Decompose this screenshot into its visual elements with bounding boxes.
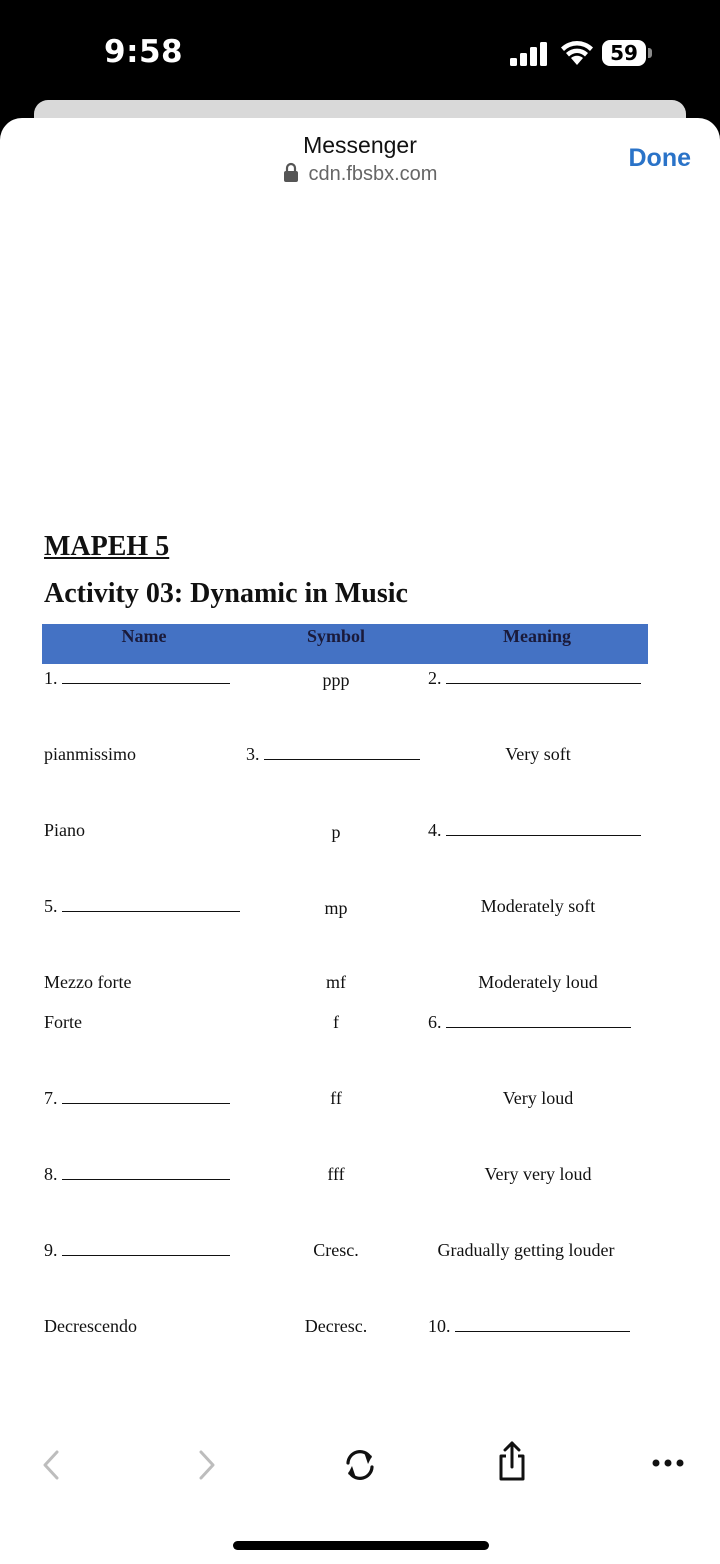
- table-row-7-symbol: ff: [330, 1088, 342, 1108]
- table-row-9-name: 9.: [44, 1240, 230, 1261]
- more-icon[interactable]: [652, 1458, 684, 1468]
- table-row-5-meaning: Moderately loud: [478, 972, 598, 992]
- answer-blank: [455, 1317, 630, 1332]
- document-subtitle: Activity 03: Dynamic in Music: [44, 578, 408, 609]
- table-row-2-meaning: Very soft: [505, 744, 571, 764]
- table-header: [42, 624, 648, 664]
- reload-icon[interactable]: [342, 1447, 378, 1483]
- header-symbol: Symbol: [306, 626, 366, 646]
- answer-blank: [62, 669, 230, 684]
- table-row-4-symbol: mp: [324, 898, 348, 918]
- table-row-9-symbol: Cresc.: [313, 1240, 359, 1260]
- status-bar: [0, 0, 720, 110]
- table-row-10-name: Decrescendo: [44, 1316, 137, 1336]
- share-icon[interactable]: [496, 1440, 528, 1482]
- battery-tip: [648, 48, 652, 58]
- table-row-1-meaning: 2.: [428, 668, 641, 689]
- table-row-1-name: 1.: [44, 668, 230, 689]
- document-title: MAPEH 5: [44, 531, 170, 562]
- answer-blank: [62, 1089, 230, 1104]
- table-row-7-meaning: Very loud: [502, 1088, 574, 1108]
- table-row-6-meaning: 6.: [428, 1012, 631, 1033]
- home-indicator[interactable]: [233, 1541, 489, 1550]
- status-time: 9:58: [104, 34, 184, 70]
- table-row-2-symbol: 3.: [246, 744, 420, 765]
- table-row-3-name: Piano: [44, 820, 86, 840]
- table-row-8-symbol: fff: [327, 1164, 345, 1184]
- table-row-8-meaning: Very very loud: [484, 1164, 592, 1184]
- table-row-1-symbol: ppp: [322, 670, 350, 690]
- table-row-4-name: 5.: [44, 896, 240, 917]
- cellular-signal-icon: [510, 42, 550, 66]
- table-row-5-name: Mezzo forte: [44, 972, 132, 992]
- table-row-10-meaning: 10.: [428, 1316, 630, 1337]
- done-button[interactable]: Done: [628, 144, 691, 172]
- table-row-9-meaning: Gradually getting louder: [437, 1240, 615, 1260]
- answer-blank: [62, 1165, 230, 1180]
- answer-blank: [62, 1241, 230, 1256]
- wifi-icon: [560, 38, 594, 66]
- battery-level: 59: [602, 40, 646, 66]
- answer-blank: [446, 1013, 631, 1028]
- table-row-10-symbol: Decresc.: [304, 1316, 368, 1336]
- url-text: cdn.fbsbx.com: [308, 163, 438, 185]
- forward-icon[interactable]: [196, 1450, 218, 1480]
- battery-indicator: [602, 40, 652, 66]
- table-row-7-name: 7.: [44, 1088, 230, 1109]
- back-icon[interactable]: [40, 1450, 62, 1480]
- table-row-5-symbol: mf: [326, 972, 346, 992]
- answer-blank: [62, 897, 240, 912]
- table-row-2-name: pianmissimo: [44, 744, 137, 764]
- table-row-4-meaning: Moderately soft: [480, 896, 596, 916]
- header-name: Name: [121, 626, 167, 646]
- table-row-6-name: Forte: [44, 1012, 82, 1032]
- table-row-3-symbol: p: [331, 822, 341, 842]
- table-row-8-name: 8.: [44, 1164, 230, 1185]
- browser-toolbar: [0, 1418, 720, 1508]
- table-row-3-meaning: 4.: [428, 820, 641, 841]
- table-row-6-symbol: f: [333, 1012, 339, 1032]
- header-meaning: Meaning: [502, 626, 571, 646]
- document-page: [0, 118, 720, 1564]
- answer-blank: [446, 669, 641, 684]
- answer-blank: [446, 821, 641, 836]
- answer-blank: [264, 745, 420, 760]
- browser-title: Messenger: [303, 132, 417, 158]
- browser-sheet: [0, 118, 720, 1564]
